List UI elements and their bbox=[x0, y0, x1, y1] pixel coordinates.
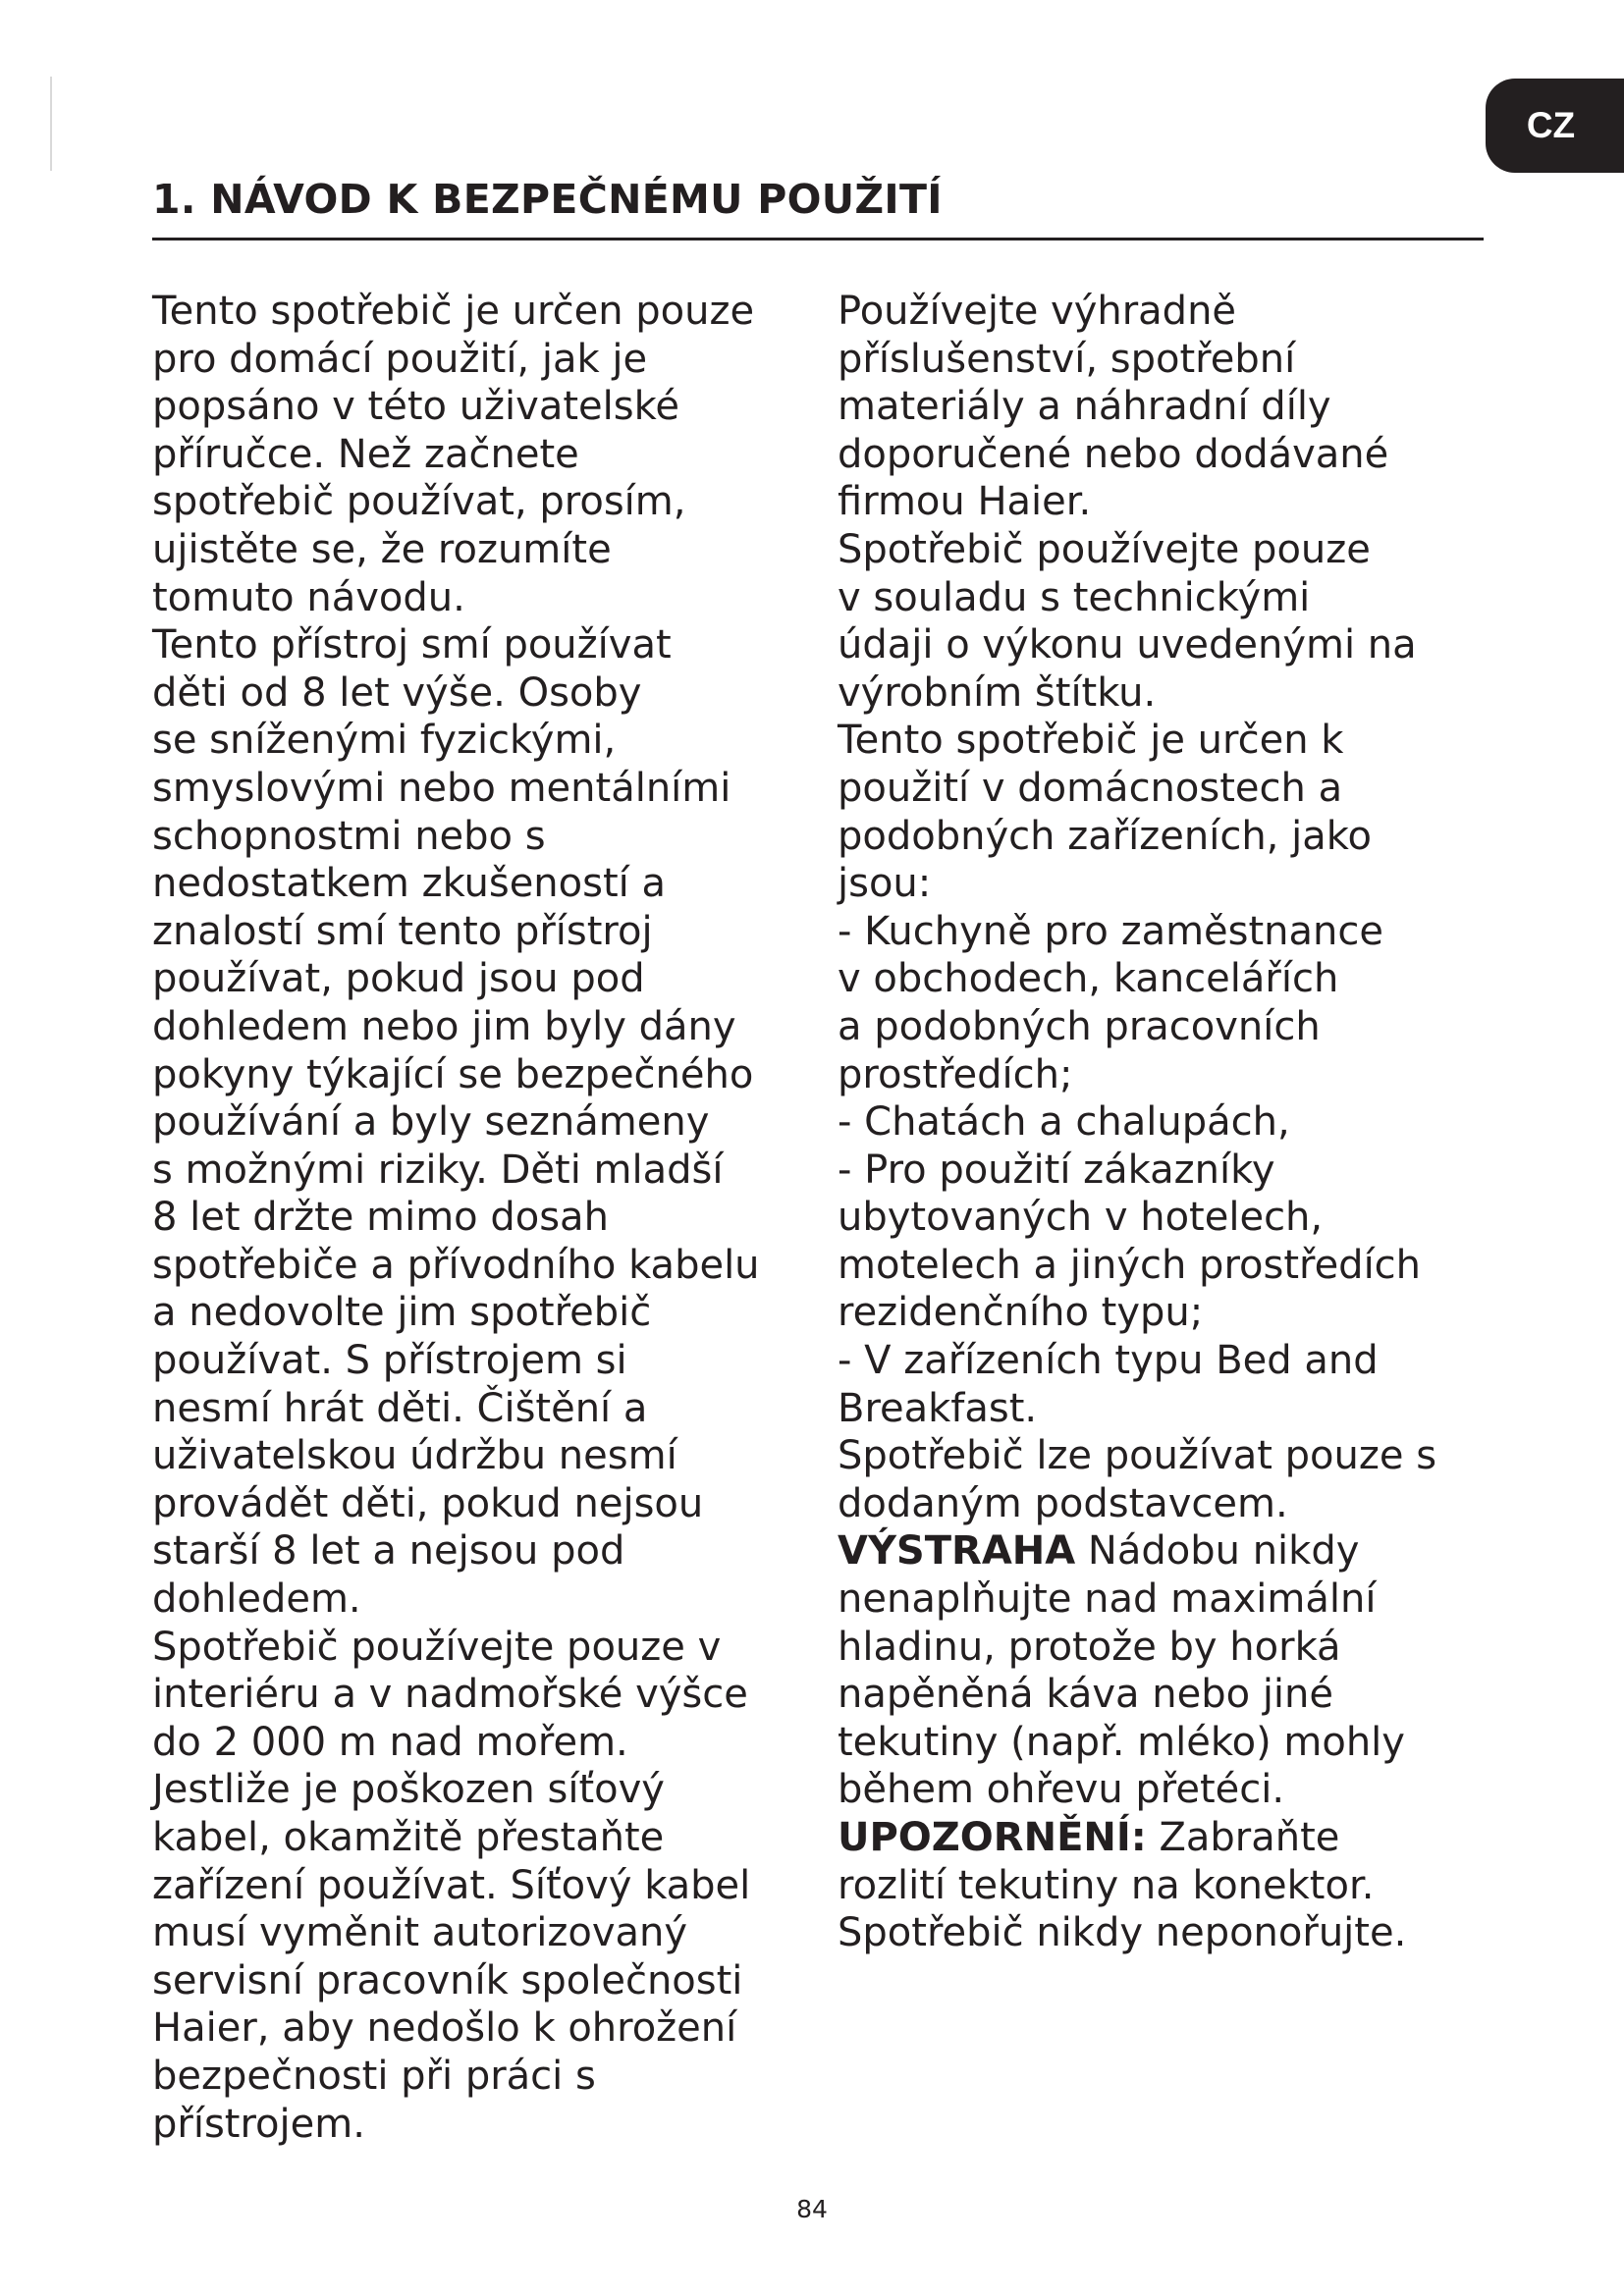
text-line: popsáno v této uživatelské bbox=[152, 384, 679, 430]
text-line: příslušenství, spotřební bbox=[838, 336, 1296, 382]
text-line: jsou: bbox=[838, 861, 932, 907]
text-line: používat. S přístrojem si bbox=[152, 1338, 627, 1384]
text-line: údaji o výkonu uvedenými na bbox=[838, 622, 1417, 668]
text-line: ujistěte se, že rozumíte bbox=[152, 526, 612, 572]
text-line: používat, pokud jsou pod bbox=[152, 956, 645, 1002]
text-line: Spotřebič používejte pouze bbox=[838, 526, 1371, 572]
text-line: podobných zařízeních, jako bbox=[838, 813, 1372, 859]
text-line: s možnými riziky. Děti mladší bbox=[152, 1147, 724, 1193]
text-line: Spotřebič nikdy neponořujte. bbox=[838, 1910, 1407, 1956]
text-line: použití v domácnostech a bbox=[838, 765, 1343, 811]
text-line: napěněná káva nebo jiné bbox=[838, 1672, 1333, 1718]
text-line: během ohřevu přetéci. bbox=[838, 1767, 1285, 1813]
text-line: se sníženými fyzickými, bbox=[152, 718, 617, 764]
text-line: 8 let držte mimo dosah bbox=[152, 1195, 609, 1241]
text-line: hladinu, protože by horká bbox=[838, 1624, 1341, 1670]
caution-label: UPOZORNĚNÍ: bbox=[838, 1815, 1147, 1860]
text-line: bezpečnosti při práci s bbox=[152, 2053, 596, 2099]
text-line: materiály a náhradní díly bbox=[838, 384, 1331, 430]
section-title: 1. NÁVOD K BEZPEČNÉMU POUŽITÍ bbox=[152, 176, 943, 223]
text-line: prostředích; bbox=[838, 1051, 1073, 1097]
page-number: 84 bbox=[796, 2195, 828, 2223]
text-line: dohledem nebo jim byly dány bbox=[152, 1003, 736, 1049]
text-line: nesmí hrát děti. Čištění a bbox=[152, 1385, 648, 1431]
language-tab-label: CZ bbox=[1526, 105, 1576, 145]
text-line: příručce. Než začnete bbox=[152, 431, 579, 477]
text-line: Breakfast. bbox=[838, 1385, 1038, 1431]
right-column bbox=[838, 288, 1505, 1957]
text-line: spotřebiče a přívodního kabelu bbox=[152, 1242, 760, 1288]
title-divider bbox=[152, 238, 1484, 240]
text-line: firmou Haier. bbox=[838, 479, 1092, 525]
text-line: Používejte výhradně bbox=[838, 289, 1237, 334]
text-line: kabel, okamžitě přestaňte bbox=[152, 1815, 665, 1860]
text-line: rezidenčního typu; bbox=[838, 1290, 1204, 1336]
text-line: ubytovaných v hotelech, bbox=[838, 1195, 1324, 1241]
text-line: doporučené nebo dodávané bbox=[838, 431, 1389, 477]
text-line: spotřebič používat, prosím, bbox=[152, 479, 686, 525]
text-line: děti od 8 let výše. Osoby bbox=[152, 669, 642, 716]
text-line: dohledem. bbox=[152, 1576, 361, 1623]
text-line: nedostatkem zkušeností a bbox=[152, 861, 666, 907]
text-line: musí vyměnit autorizovaný bbox=[152, 1910, 688, 1956]
text-line: výrobním štítku. bbox=[838, 669, 1157, 716]
text-line: provádět děti, pokud nejsou bbox=[152, 1480, 704, 1526]
text-line: dodaným podstavcem. bbox=[838, 1480, 1288, 1526]
text-line: znalostí smí tento přístroj bbox=[152, 908, 653, 954]
text-line: Tento přístroj smí používat bbox=[152, 622, 672, 668]
text-line: Tento spotřebič je určen k bbox=[838, 718, 1344, 764]
text-line: v obchodech, kancelářích bbox=[838, 956, 1339, 1002]
warning-text: Nádobu nikdy bbox=[1075, 1528, 1360, 1575]
caution-text: Zabraňte bbox=[1146, 1815, 1340, 1860]
text-line: Haier, aby nedošlo k ohrožení bbox=[152, 2005, 737, 2052]
text-line: tekutiny (např. mléko) mohly bbox=[838, 1719, 1405, 1765]
warning-label: VÝSTRAHA bbox=[838, 1528, 1076, 1575]
text-line: Jestliže je poškozen síťový bbox=[152, 1767, 665, 1813]
text-line: používání a byly seznámeny bbox=[152, 1099, 710, 1146]
text-line: schopnostmi nebo s bbox=[152, 813, 546, 859]
text-line: pro domácí použití, jak je bbox=[152, 336, 648, 382]
text-line: starší 8 let a nejsou pod bbox=[152, 1528, 625, 1575]
caution-line bbox=[838, 1814, 1505, 1862]
text-line: a nedovolte jim spotřebič bbox=[152, 1290, 652, 1336]
text-line: a podobných pracovních bbox=[838, 1003, 1321, 1049]
left-column bbox=[152, 288, 820, 2148]
warning-line bbox=[838, 1527, 1505, 1575]
text-line: Spotřebič používejte pouze v bbox=[152, 1624, 722, 1670]
text-line: přístrojem. bbox=[152, 2101, 365, 2147]
text-line: rozlití tekutiny na konektor. bbox=[838, 1862, 1375, 1908]
text-line: servisní pracovník společnosti bbox=[152, 1957, 743, 2003]
text-line: uživatelskou údržbu nesmí bbox=[152, 1433, 677, 1479]
text-line: do 2 000 m nad mořem. bbox=[152, 1719, 628, 1765]
text-line: tomuto návodu. bbox=[152, 574, 465, 620]
text-line: interiéru a v nadmořské výšce bbox=[152, 1672, 748, 1718]
text-line: nenaplňujte nad maximální bbox=[838, 1576, 1377, 1623]
language-tab bbox=[1486, 79, 1624, 173]
text-line: Tento spotřebič je určen pouze bbox=[152, 289, 755, 334]
text-line: v souladu s technickými bbox=[838, 574, 1311, 620]
margin-rule bbox=[50, 77, 52, 171]
text-line: pokyny týkající se bezpečného bbox=[152, 1051, 754, 1097]
text-line: Spotřebič lze používat pouze s bbox=[838, 1433, 1437, 1479]
text-line: smyslovými nebo mentálními bbox=[152, 765, 731, 811]
text-line: motelech a jiných prostředích bbox=[838, 1242, 1422, 1288]
text-line: - Kuchyně pro zaměstnance bbox=[838, 908, 1383, 954]
text-line: - Pro použití zákazníky bbox=[838, 1147, 1275, 1193]
text-line: - Chatách a chalupách, bbox=[838, 1099, 1290, 1146]
text-line: zařízení používat. Síťový kabel bbox=[152, 1862, 751, 1908]
text-line: - V zařízeních typu Bed and bbox=[838, 1338, 1379, 1384]
